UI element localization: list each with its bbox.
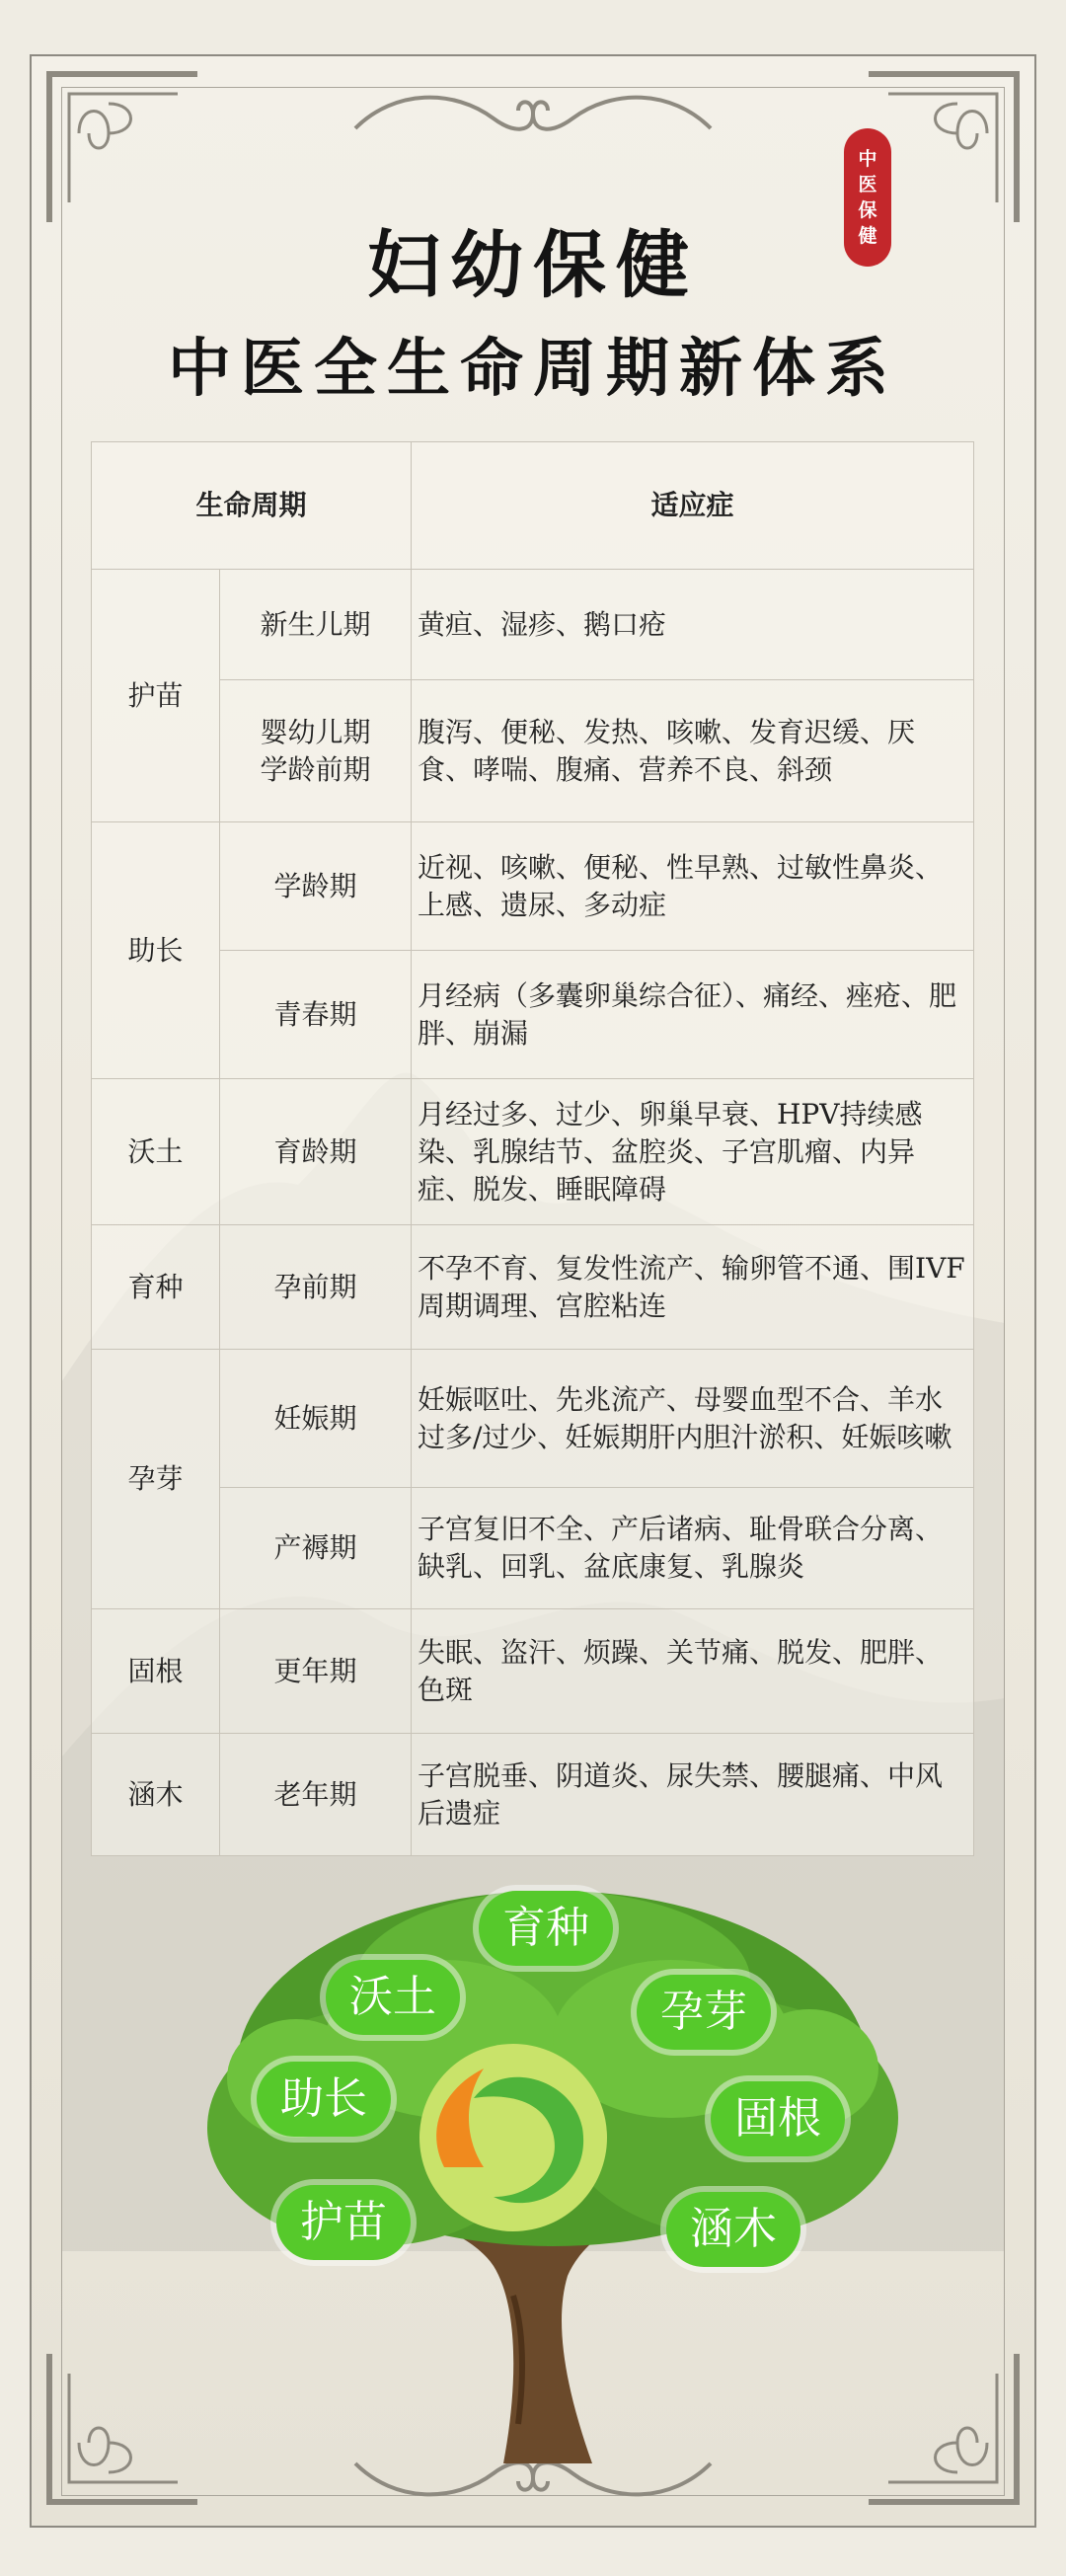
page-title: 妇幼保健	[367, 223, 699, 308]
indication-cell: 月经过多、过少、卵巢早衰、HPV持续感染、乳腺结节、盆腔炎、子宫肌瘤、内异症、脱发、睡眠障碍	[412, 1079, 974, 1225]
stage-cell: 沃土	[92, 1079, 220, 1225]
indication-cell: 腹泻、便秘、发热、咳嗽、发育迟缓、厌食、哮喘、腹痛、营养不良、斜颈	[412, 680, 974, 822]
table-row	[92, 1079, 974, 1225]
table-row	[92, 951, 974, 1079]
header-indication: 适应症	[412, 442, 974, 570]
period-cell: 老年期	[220, 1734, 412, 1856]
tree-label-hanmu: 涵木	[666, 2192, 800, 2267]
table-row	[92, 570, 974, 680]
stage-cell: 育种	[92, 1225, 220, 1350]
table-row	[92, 1225, 974, 1350]
tree-label-zhuzhang: 助长	[257, 2062, 391, 2137]
tree-label-humiao: 护苗	[276, 2185, 411, 2260]
period-cell: 孕前期	[220, 1225, 412, 1350]
table-row	[92, 680, 974, 822]
indication-cell: 不孕不育、复发性流产、输卵管不通、围IVF周期调理、宫腔粘连	[412, 1225, 974, 1350]
seal-char: 保	[858, 199, 877, 221]
indication-cell: 失眠、盗汗、烦躁、关节痛、脱发、肥胖、色斑	[412, 1609, 974, 1734]
lifecycle-table	[91, 441, 974, 1856]
tree-label-gugen: 固根	[711, 2081, 845, 2156]
seal-char: 医	[858, 174, 877, 195]
period-cell: 青春期	[220, 951, 412, 1079]
table-row	[92, 1734, 974, 1856]
top-scroll-ornament	[336, 79, 730, 148]
period-cell: 新生儿期	[220, 570, 412, 680]
table-row	[92, 822, 974, 951]
indication-cell: 子宫脱垂、阴道炎、尿失禁、腰腿痛、中风后遗症	[412, 1734, 974, 1856]
table-header-row	[92, 442, 974, 570]
indication-cell: 月经病（多囊卵巢综合征）、痛经、痤疮、肥胖、崩漏	[412, 951, 974, 1079]
seal-char: 健	[858, 225, 877, 247]
stage-cell: 助长	[92, 822, 220, 1079]
stage-cell: 涵木	[92, 1734, 220, 1856]
tree-label-wotu: 沃土	[326, 1960, 460, 2035]
life-tree-illustration	[178, 1871, 928, 2463]
tree-label-yunya: 孕芽	[637, 1975, 771, 2050]
indication-cell: 近视、咳嗽、便秘、性早熟、过敏性鼻炎、上感、遗尿、多动症	[412, 822, 974, 951]
stage-cell: 固根	[92, 1609, 220, 1734]
header-period: 生命周期	[92, 442, 412, 570]
indication-cell: 黄疸、湿疹、鹅口疮	[412, 570, 974, 680]
period-cell: 学龄期	[220, 822, 412, 951]
period-cell: 妊娠期	[220, 1350, 412, 1488]
seal-char: 中	[858, 148, 877, 170]
period-cell: 产褥期	[220, 1488, 412, 1609]
period-cell: 更年期	[220, 1609, 412, 1734]
table-row	[92, 1609, 974, 1734]
table-row	[92, 1488, 974, 1609]
indication-cell: 子宫复旧不全、产后诸病、耻骨联合分离、缺乳、回乳、盆底康复、乳腺炎	[412, 1488, 974, 1609]
stage-cell: 护苗	[92, 570, 220, 822]
tree-label-yuzhong: 育种	[479, 1891, 613, 1966]
page-subtitle: 中医全生命周期新体系	[168, 332, 898, 406]
indication-cell: 妊娠呕吐、先兆流产、母婴血型不合、羊水过多/过少、妊娠期肝内胆汁淤积、妊娠咳嗽	[412, 1350, 974, 1488]
period-cell: 育龄期	[220, 1079, 412, 1225]
table-row	[92, 1350, 974, 1488]
stage-cell: 孕芽	[92, 1350, 220, 1609]
period-cell: 婴幼儿期 学龄前期	[220, 680, 412, 822]
